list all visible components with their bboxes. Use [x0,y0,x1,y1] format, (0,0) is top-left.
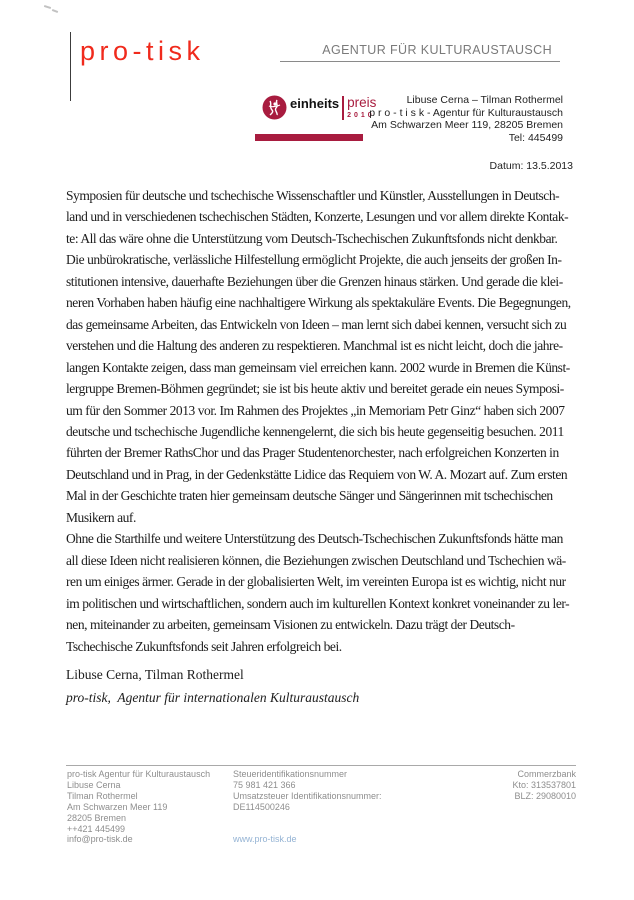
footer-bank-blz: BLZ: 29080010 [514,790,576,801]
body-line: im politischen und wirtschaftlichen, sondern auch im kulturellen Kontext konkret voneinander zu ler- [66,595,570,611]
footer-contact-column [67,769,210,845]
award-emblem-icon [262,95,287,120]
body-line: Musikern auf. [66,509,136,525]
award-word-preis: preis [347,95,377,110]
body-line: verstehen und die Haltung des anderen zu respektieren. Manchmal ist es nicht leicht, doch die jahre- [66,338,563,354]
body-line: all diese Ideen nicht realisieren können, die Beziehungen zwischen Deutschland und Tschechien wä- [66,552,566,568]
sender-address-block [369,94,563,145]
body-line: lergruppe Bremen-Böhmen gegründet; sie ist bis heute aktiv und bereitet gerade ein neues Symposi- [66,381,564,397]
body-line: nen, miteinander zu arbeiten, gemeinsam Visionen zu entwickeln. Dazu trägt der Deutsch- [66,617,515,633]
award-logo [290,96,376,120]
award-divider [342,96,344,120]
footer-person: Tilman Rothermel [67,790,138,801]
logo-vertical-rule [70,32,71,101]
company-logo-text: pro-tisk [80,36,205,66]
sender-street: Am Schwarzen Meer 119, 28205 Bremen [371,119,563,132]
tagline [280,43,560,62]
body-line: um für den Sommer 2013 vor. Im Rahmen des Projektes „in Memoriam Petr Ginz“ haben sich 2007 [66,402,565,418]
footer-email: info@pro-tisk.de [67,834,133,845]
footer-bank-name: Commerzbank [517,769,576,779]
sender-names: Libuse Cerna – Tilman Rothermel [406,94,563,106]
scan-artifact [44,5,51,9]
body-line: ren um einiges ärmer. Gerade in der globalisierten Welt, im vereinten Europa ist es wichtig, nicht nur [66,574,566,590]
body-line: te: All das wäre ohne die Unterstützung vom Deutsch-Tschechischen Zukunftsfonds nicht denkbar. [66,230,558,246]
footer-bank-column [512,769,576,802]
signature-organisation: pro-tisk, Agentur für internationalen Kulturaustausch [66,690,360,705]
footer-tax-label: Steueridentifikationsnummer [233,769,348,779]
signature-names: Libuse Cerna, Tilman Rothermel [66,667,244,682]
award-year: 2010 [347,112,375,119]
scan-artifact [52,9,58,13]
body-line: Ohne die Starthilfe und weitere Unterstützung des Deutsch-Tschechischen Zukunftsfonds hätte man [66,531,563,547]
body-line: Mal in der Geschichte traten hier gemeinsam deutsche Sänger und Sängerinnen mit tschechischen [66,488,553,504]
body-line: langen Kontakte zeigen, dass man gemeinsam viel erreichen kann. 2002 wurde in Bremen die Künst- [66,359,570,375]
body-line: Tschechische Zukunftsfonds seit Jahren erfolgreich bei. [66,638,342,654]
footer-tax-column [233,769,382,813]
body-line: Deutschland und in Prag, in der Gedenkstätte Lidice das Requiem von W. A. Mozart auf. Zum ersten [66,466,568,482]
footer-divider [66,765,576,766]
date-line: Datum: 13.5.2013 [489,160,573,172]
sender-agency: p r o - t i s k - Agentur für Kulturaustausch [369,106,563,119]
award-underline-bar [255,134,363,141]
footer-phone: ++421 445499 [67,823,126,834]
footer-person: Libuse Cerna [67,779,121,790]
footer-city: 28205 Bremen [67,812,127,823]
body-line: Symposien für deutsche und tschechische Wissenschaftler und Künstler, Ausstellungen in Deutsch- [66,188,560,203]
tagline-text: AGENTUR FÜR KULTURAUSTAUSCH [322,43,552,57]
body-line: deutsche und tschechische Jugendliche kennengelernt, die sich bis heute gegenseitig besuchen. 2011 [66,423,564,439]
body-line: stitutionen intensive, dauerhafte Beziehungen über die Grenzen hinaus stärken. Und gerade die klei- [66,273,563,289]
body-line: land und in verschiedenen tschechischen Städten, Konzerte, Lesungen und vor allem direkte Kontak- [66,209,569,225]
body-line: führten der Bremer RathsChor und das Prager Studentenorchester, nach erfolgreichen Konzerten in [66,445,559,461]
body-line: Die unbürokratische, verlässliche Hilfestellung ermöglicht Projekte, die auch jenseits der großen In- [66,252,562,268]
body-line: neren Vorhaben haben häufig eine nachhaltigere Wirkung als spektakuläre Events. Die Begegnungen, [66,295,571,311]
body-line: das gemeinsame Arbeiten, das Entwickeln von Ideen – man lernt sich dabei kennen, versucht sich zu [66,316,567,332]
footer-vat-label: Umsatzsteuer Identifikationsnummer: [233,790,382,801]
sender-phone: Tel: 445499 [508,132,563,145]
footer-bank-account: Kto: 313537801 [512,779,576,790]
footer-company: pro-tisk Agentur für Kulturaustausch [67,769,211,779]
footer-vat-number: DE114500246 [233,801,290,812]
award-word-einheits: einheits [290,96,340,111]
footer-tax-number: 75 981 421 366 [233,779,296,790]
letter-body [66,185,606,657]
website-link[interactable]: www.pro-tisk.de [233,834,297,844]
footer-street: Am Schwarzen Meer 119 [67,801,168,812]
